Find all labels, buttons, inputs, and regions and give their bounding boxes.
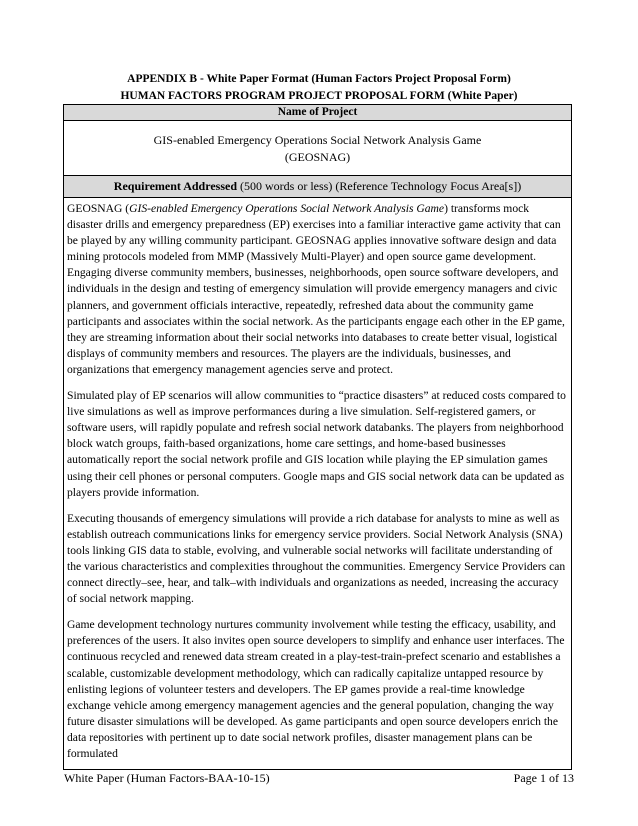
project-title-cell (64, 121, 571, 176)
paragraph-2: Simulated play of EP scenarios will allow communities to “practice disasters” at reduced costs compared to live simulations as well as improve performances during a live simulation. Self-registered gamers, or software users, will rapidly populate and refresh social network databanks. The players from neighborhood block watch groups, faith-based organizations, home care settings, and home-based businesses automatically report the social network profile and GIS location while playing the EP simulation games using their cell phones or personal computers. Google maps and GIS social network data can be updated as players provide information. (67, 389, 566, 499)
footer-document-title: White Paper (Human Factors-BAA-10-15) (64, 771, 270, 785)
appendix-title: APPENDIX B - White Paper Format (Human Factors Project Proposal Form) (127, 73, 511, 85)
requirement-header (64, 176, 571, 198)
proposal-form-table (63, 104, 572, 770)
project-title-line1: GIS-enabled Emergency Operations Social Network Analysis Game (153, 133, 482, 147)
requirement-note: (500 words or less) (Reference Technology Focus Area[s]) (237, 179, 522, 193)
paragraph-1 (67, 201, 567, 378)
paragraph-1-start: GEOSNAG ( (67, 202, 130, 215)
page-number: Page 1 of 13 (513, 771, 574, 785)
requirement-label: Requirement Addressed (113, 179, 238, 193)
requirement-body (64, 198, 571, 769)
paragraph-1-rest: ) transforms mock disaster drills and emergency preparedness (EP) exercises into a familiar interactive game activity that can be played by any willing community participant. GEOSNAG applies innovative software design and data mining protocols modeled from MMP (Massively Multi-Player) and open source game development. Engaging diverse community members, businesses, neighborhoods, open source software developers, and individuals in the design and testing of emergency simulation will provide emergency managers and civic planners, and government officials interactive, repeatedly, refreshed data about the community game participants and associates within the social network. As the participants engage each other in the EP game, they are streaming information about their social networks into databases to create better visual, logistical displays of community members and resources. The players are the individuals, businesses, and organizations that emergency management agencies serve and protect. (67, 202, 565, 376)
paragraph-3: Executing thousands of emergency simulations will provide a rich database for analysts to mine as well as establish outreach communications links for emergency service providers. Social Network Analysis (SNA) tools linking GIS data to stable, evolving, and vulnerable social networks will facilitate understanding of the various characteristics and complexities throughout the communities. Emergency Service Providers can connect directly–see, hear, and talk–with individuals and organizations as needed, increasing the accuracy of social network mapping. (67, 511, 566, 606)
document-header (64, 71, 574, 105)
paragraph-1-italic: GIS-enabled Emergency Operations Social Network Analysis Game (129, 202, 445, 215)
project-title-line2: (GEOSNAG) (284, 150, 351, 164)
form-title: HUMAN FACTORS PROGRAM PROJECT PROPOSAL FORM (White Paper) (120, 90, 518, 102)
paragraph-4: Game development technology nurtures community involvement while testing the efficacy, usability, and preferences of the users. It also invites open source developers to simplify and enhance user interfaces. The continuous recycled and renewed data stream created in a play-test-train-prefect scenario and establishes a scalable, customizable development methodology, which can radically capitalize untapped resource by enlisting legions of volunteer testers and developers. The EP games provide a real-time knowledge exchange vehicle among emergency management agencies and the general population, changing the way future disaster simulations will be developed. As game participants and open source developers enrich the data repositories with pertinent up to date social network profiles, disaster management plans can be formulated (67, 618, 565, 760)
name-of-project-header: Name of Project (64, 105, 571, 121)
